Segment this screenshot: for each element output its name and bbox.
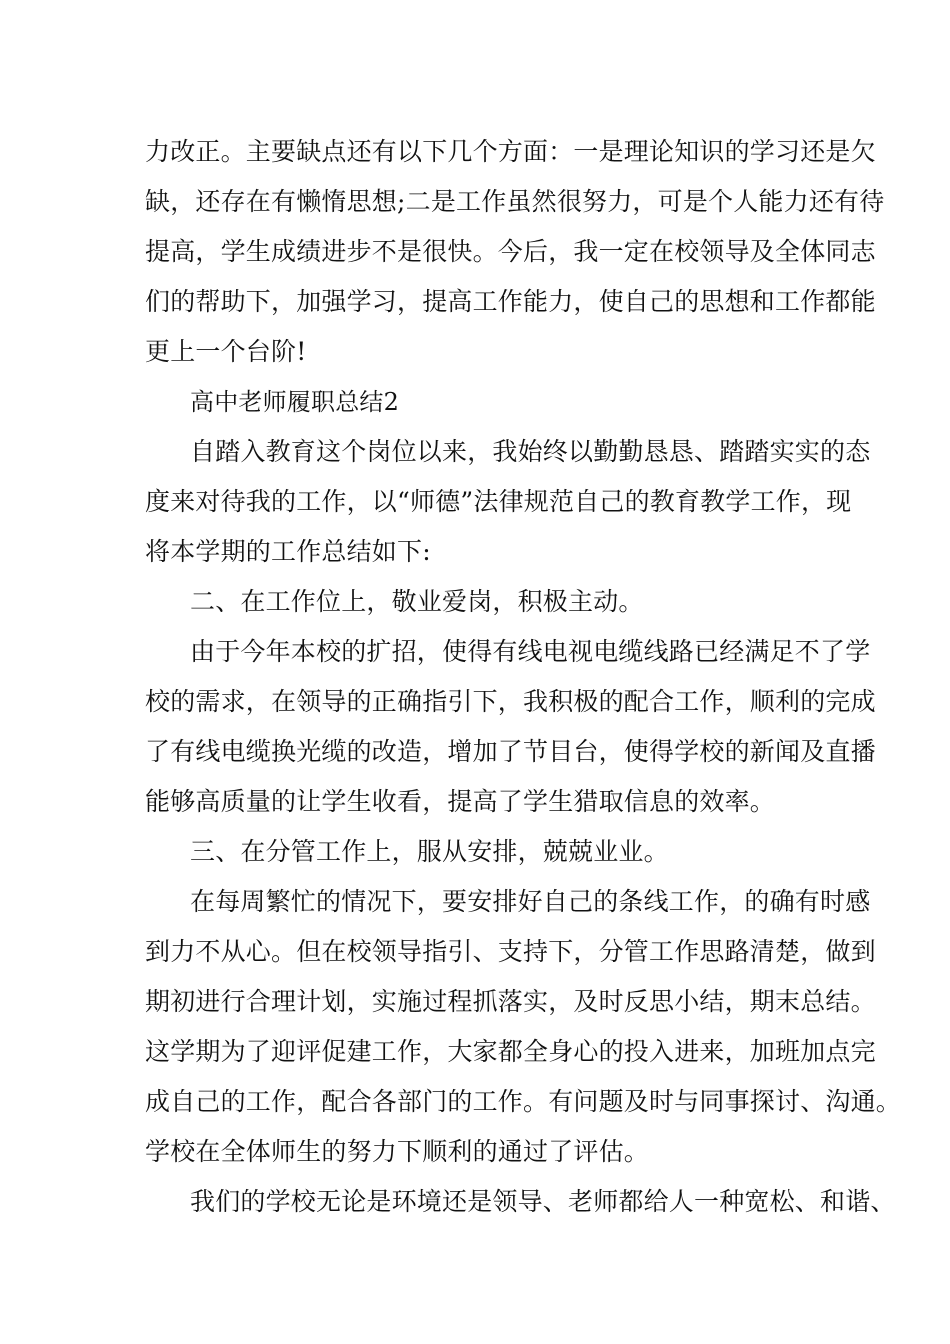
subheading-three <box>145 827 830 877</box>
paragraph-intro <box>145 427 871 577</box>
paragraph-continued <box>145 127 885 377</box>
text-line: 由于今年本校的扩招，使得有线电视电缆线路已经满足不了学 <box>190 637 871 666</box>
text-line: 更上一个台阶! <box>145 337 307 366</box>
heading-text: 高中老师履职总结2 <box>190 388 400 416</box>
subheading-two <box>145 577 830 627</box>
text-line: 二、在工作位上，敬业爱岗，积极主动。 <box>190 587 644 616</box>
text-line: 期初进行合理计划，实施过程抓落实，及时反思小结，期末总结。 <box>145 987 876 1016</box>
section-heading <box>145 377 830 427</box>
text-line: 到力不从心。但在校领导指引、支持下，分管工作思路清楚，做到 <box>145 937 876 966</box>
text-line: 将本学期的工作总结如下: <box>145 537 431 566</box>
paragraph-cable <box>145 627 876 827</box>
text-line: 自踏入教育这个岗位以来，我始终以勤勤恳恳、踏踏实实的态 <box>190 437 871 466</box>
text-line: 这学期为了迎评促建工作，大家都全身心的投入进来，加班加点完 <box>145 1037 876 1066</box>
paragraph-management <box>145 877 902 1177</box>
text-line: 成自己的工作，配合各部门的工作。有问题及时与同事探讨、沟通。 <box>145 1087 902 1116</box>
text-line: 能够高质量的让学生收看，提高了学生猎取信息的效率。 <box>145 787 776 816</box>
text-line: 提高，学生成绩进步不是很快。今后，我一定在校领导及全体同志 <box>145 237 876 266</box>
text-line: 我们的学校无论是环境还是领导、老师都给人一种宽松、和谐、 <box>190 1187 896 1216</box>
paragraph-school <box>145 1177 896 1227</box>
text-line: 了有线电缆换光缆的改造，增加了节目台，使得学校的新闻及直播 <box>145 737 876 766</box>
text-line: 在每周繁忙的情况下，要安排好自己的条线工作，的确有时感 <box>190 887 871 916</box>
text-line: 们的帮助下，加强学习，提高工作能力，使自己的思想和工作都能 <box>145 287 876 316</box>
text-line: 力改正。主要缺点还有以下几个方面：一是理论知识的学习还是欠 <box>145 137 876 166</box>
text-line: 三、在分管工作上，服从安排，兢兢业业。 <box>190 837 669 866</box>
text-line: 学校在全体师生的努力下顺利的通过了评估。 <box>145 1137 650 1166</box>
text-line: 度来对待我的工作，以“师德”法律规范自己的教育教学工作，现 <box>145 487 852 516</box>
text-line: 缺，还存在有懒惰思想;二是工作虽然很努力，可是个人能力还有待 <box>145 187 885 216</box>
document-body <box>145 127 902 1227</box>
text-line: 校的需求，在领导的正确指引下，我积极的配合工作，顺利的完成 <box>145 687 876 716</box>
